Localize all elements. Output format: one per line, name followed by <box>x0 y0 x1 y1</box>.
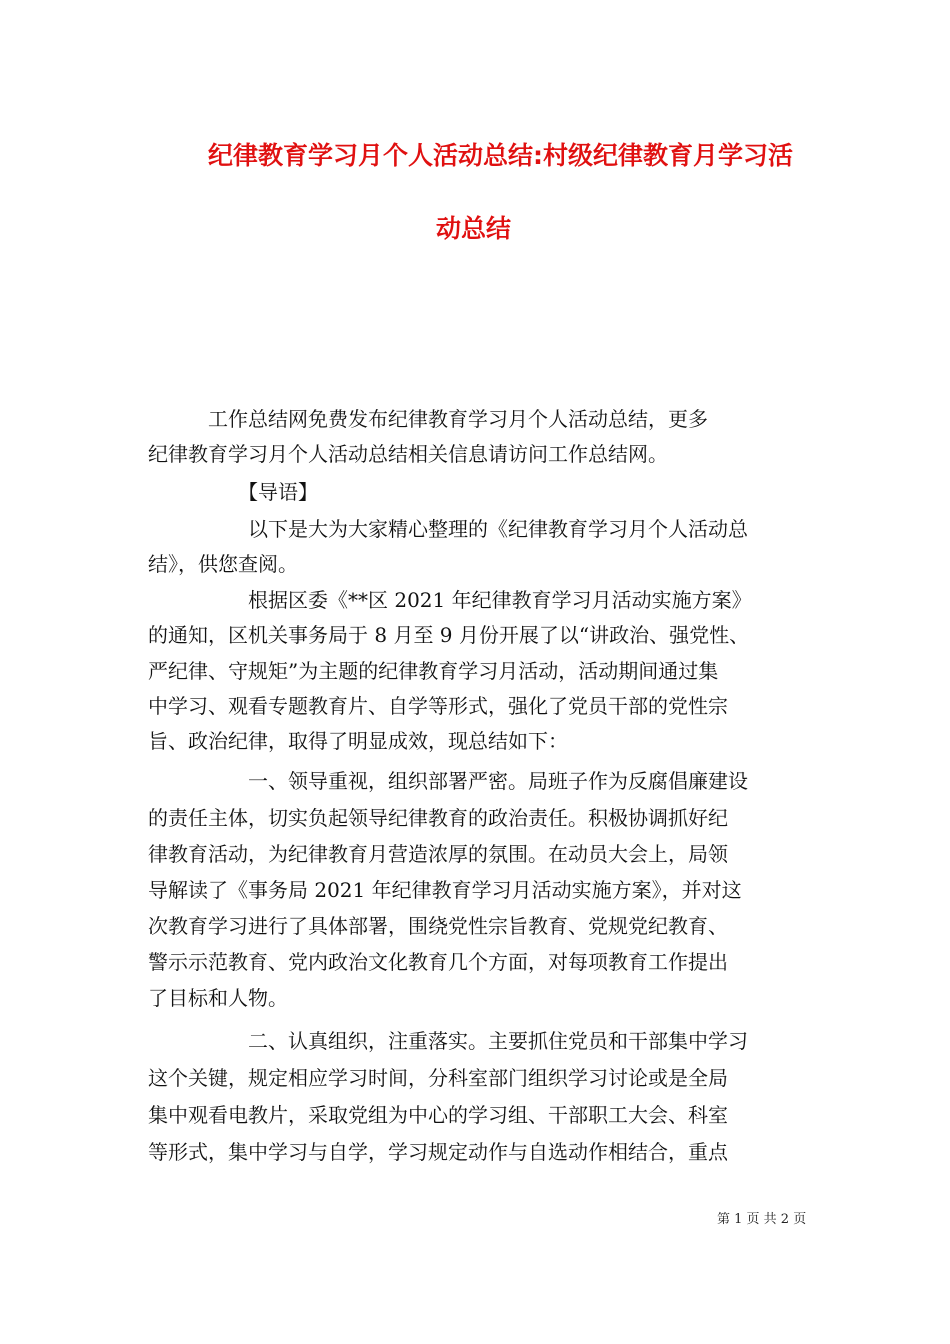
paragraph-1-line-5: 旨、政治纪律，取得了明显成效，现总结如下： <box>148 729 568 753</box>
paragraph-2-line-5: 次教育学习进行了具体部署，围绕党性宗旨教育、党规党纪教育、 <box>148 914 728 938</box>
paragraph-2-line-3: 律教育活动，为纪律教育月营造浓厚的氛围。在动员大会上，局领 <box>148 842 728 866</box>
paragraph-2-line-6: 警示示范教育、党内政治文化教育几个方面，对每项教育工作提出 <box>148 950 728 974</box>
paragraph-3-line-2: 这个关键，规定相应学习时间，分科室部门组织学习讨论或是全局 <box>148 1066 728 1090</box>
paragraph-2-line-7: 了目标和人物。 <box>148 986 288 1010</box>
document-title-line2: 动总结 <box>436 214 512 243</box>
page-indicator: 第 1 页 共 2 页 <box>717 1212 807 1227</box>
paragraph-3-line-1: 二、认真组织，注重落实。主要抓住党员和干部集中学习 <box>248 1029 748 1053</box>
paragraph-1-line-3: 严纪律、守规矩”为主题的纪律教育学习月活动，活动期间通过集 <box>148 659 719 683</box>
paragraph-1-line-1: 根据区委《**区 2021 年纪律教育学习月活动实施方案》 <box>248 588 752 612</box>
paragraph-2-line-2: 的责任主体，切实负起领导纪律教育的政治责任。积极协调抓好纪 <box>148 806 728 830</box>
paragraph-2-line-4: 导解读了《事务局 2021 年纪律教育学习月活动实施方案》，并对这 <box>148 878 742 902</box>
paragraph-3-line-4: 等形式，集中学习与自学，学习规定动作与自选动作相结合，重点 <box>148 1140 728 1164</box>
paragraph-1-line-2: 的通知，区机关事务局于 8 月至 9 月份开展了以“讲政治、强党性、 <box>148 623 750 647</box>
intro-line-1: 工作总结网免费发布纪律教育学习月个人活动总结，更多 <box>208 407 708 431</box>
document-title-line1: 纪律教育学习月个人活动总结:村级纪律教育月学习活 <box>208 141 793 170</box>
paragraph-2-line-1: 一、领导重视，组织部署严密。局班子作为反腐倡廉建设 <box>248 769 748 793</box>
guide-heading: 【导语】 <box>238 480 318 504</box>
paragraph-1-line-4: 中学习、观看专题教育片、自学等形式，强化了党员干部的党性宗 <box>148 694 728 718</box>
intro-line-2: 纪律教育学习月个人活动总结相关信息请访问工作总结网。 <box>148 442 668 466</box>
guide-line-2: 结》，供您查阅。 <box>148 552 298 576</box>
guide-line-1: 以下是大为大家精心整理的《纪律教育学习月个人活动总 <box>248 517 748 541</box>
paragraph-3-line-3: 集中观看电教片，采取党组为中心的学习组、干部职工大会、科室 <box>148 1103 728 1127</box>
